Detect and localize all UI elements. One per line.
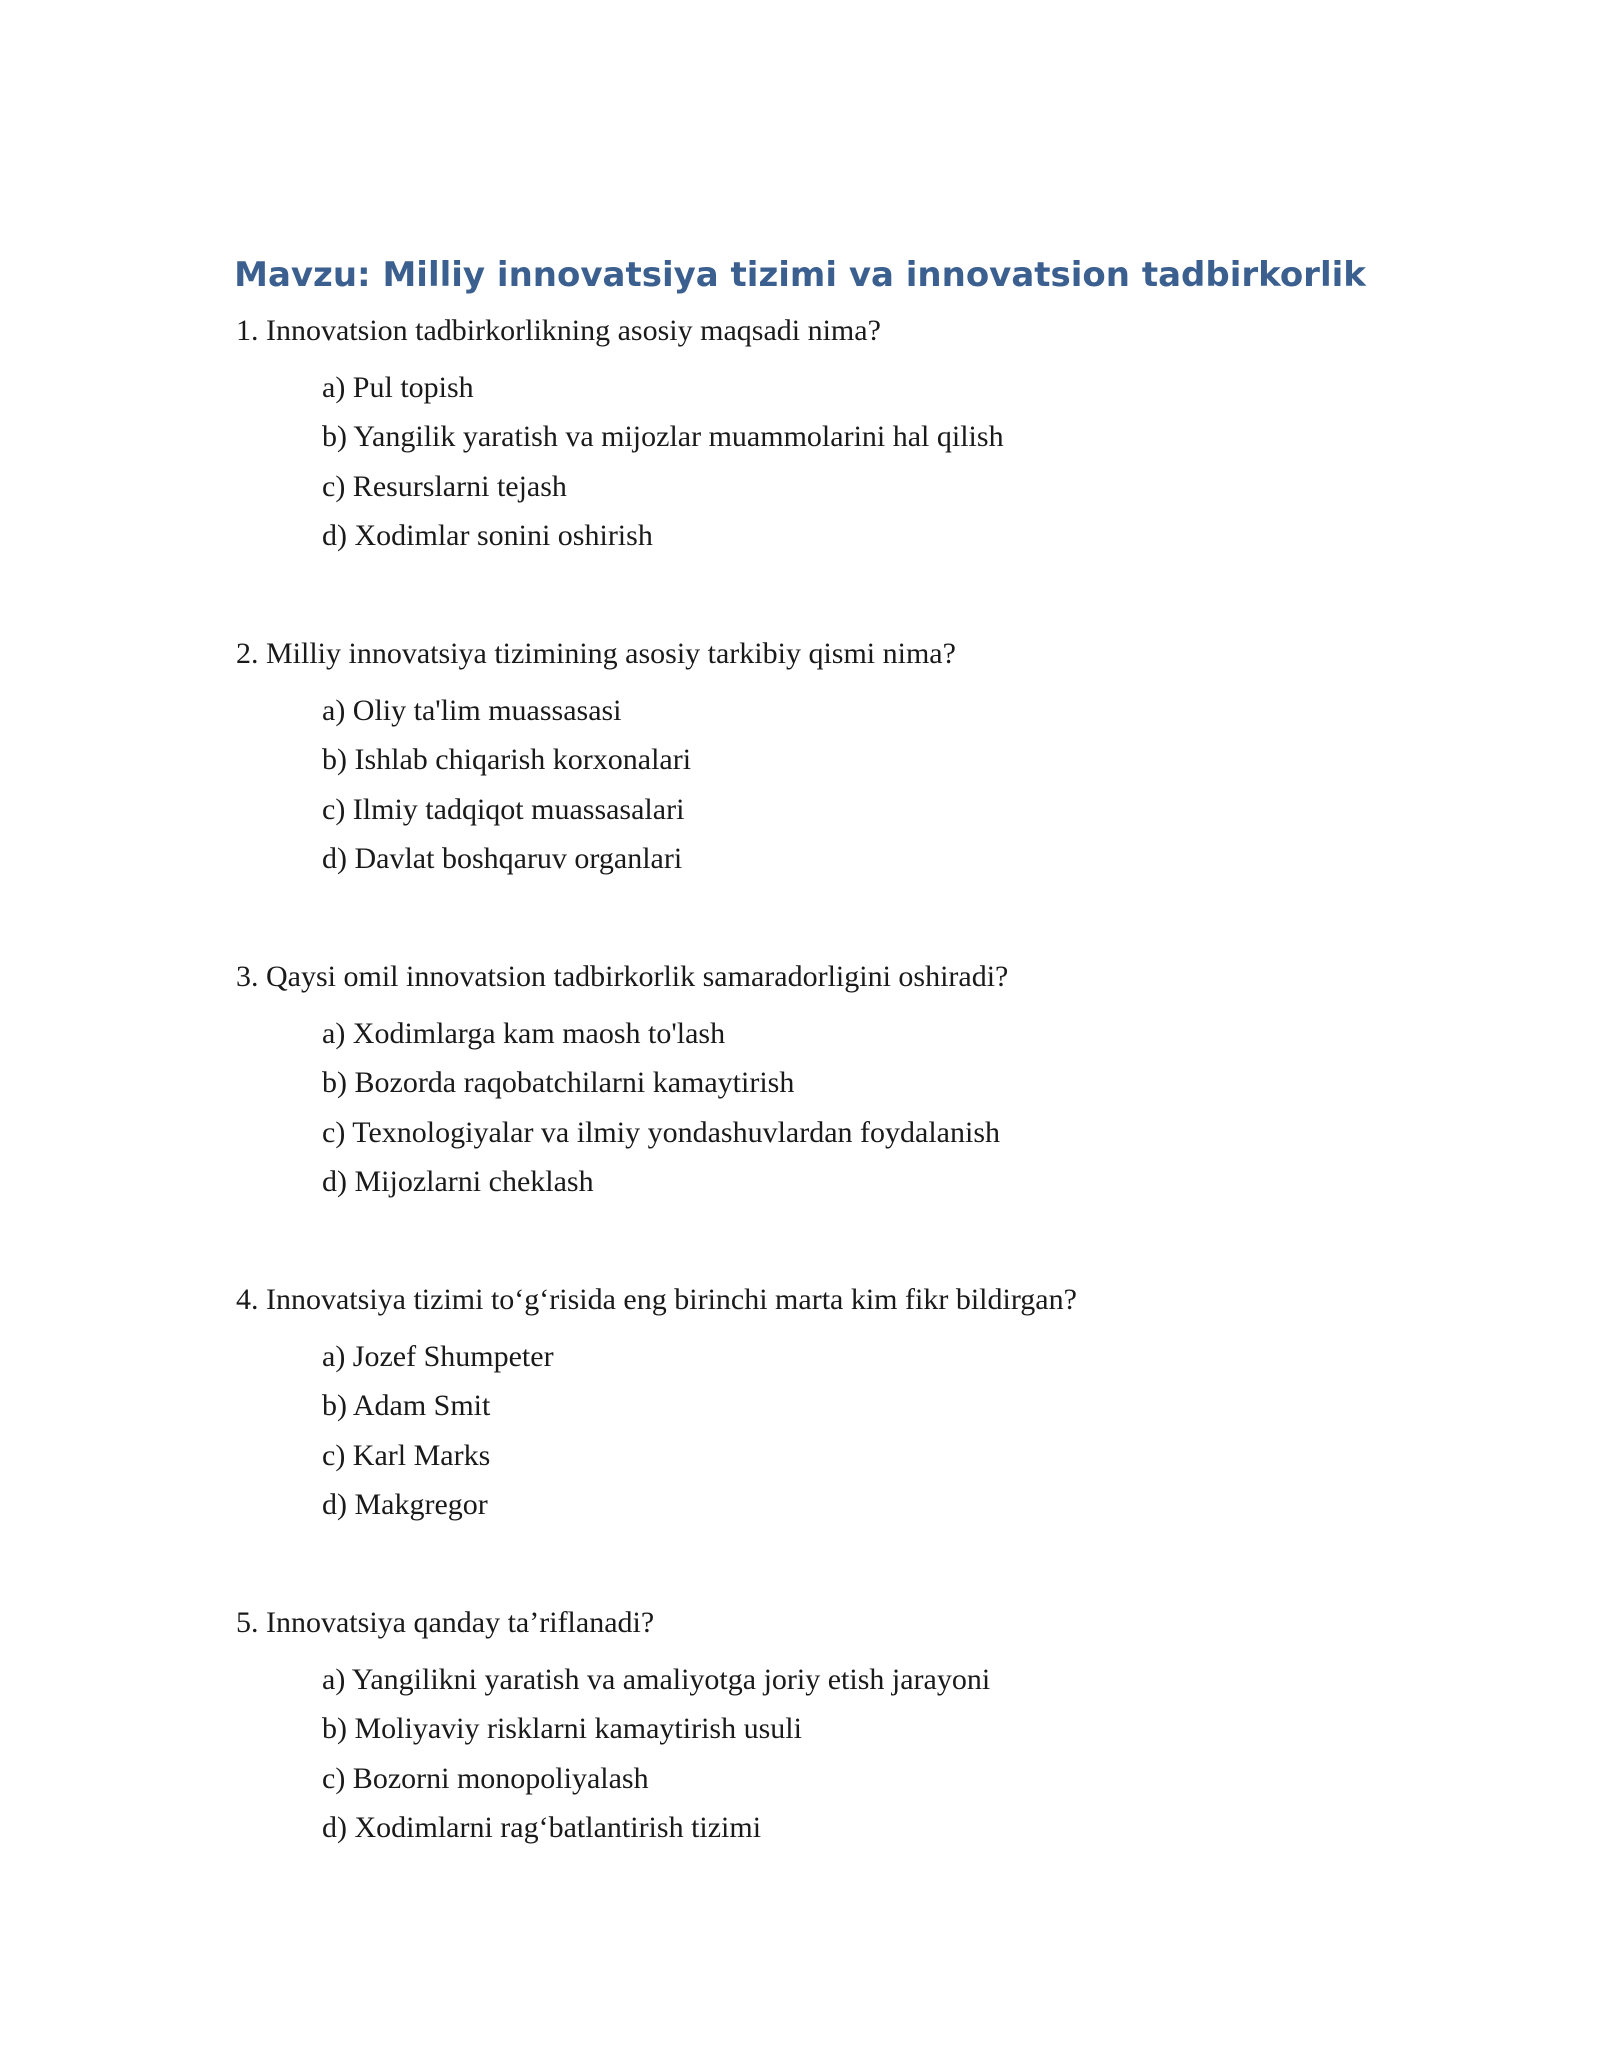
question-2: 2. Milliy innovatsiya tizimining asosiy tarkibiy qismi nima? (236, 637, 956, 670)
question-5: 5. Innovatsiya qanday ta’riflanadi? (236, 1606, 655, 1639)
question-5-option-b: b) Moliyaviy risklarni kamaytirish usuli (322, 1712, 802, 1745)
question-4-option-a: a) Jozef Shumpeter (322, 1340, 554, 1373)
question-3-option-d: d) Mijozlarni cheklash (322, 1165, 594, 1198)
question-2-option-b: b) Ishlab chiqarish korxonalari (322, 743, 692, 776)
question-3-option-a: a) Xodimlarga kam maosh to'lash (322, 1017, 726, 1050)
question-3-option-c: c) Texnologiyalar va ilmiy yondashuvlardan foydalanish (322, 1116, 1001, 1149)
question-4-option-c: c) Karl Marks (322, 1439, 491, 1472)
question-1: 1. Innovatsion tadbirkorlikning asosiy maqsadi nima? (236, 314, 881, 347)
question-3: 3. Qaysi omil innovatsion tadbirkorlik samaradorligini oshiradi? (236, 960, 1009, 993)
document-title: Mavzu: Milliy innovatsiya tizimi va innovatsion tadbirkorlik (234, 255, 1366, 295)
question-5-option-c: c) Bozorni monopoliyalash (322, 1762, 649, 1795)
question-4: 4. Innovatsiya tizimi to‘g‘risida eng birinchi marta kim fikr bildirgan? (236, 1283, 1077, 1316)
question-2-option-a: a) Oliy ta'lim muassasasi (322, 694, 622, 727)
question-3-option-b: b) Bozorda raqobatchilarni kamaytirish (322, 1066, 795, 1099)
question-1-option-c: c) Resurslarni tejash (322, 470, 567, 503)
question-1-option-d: d) Xodimlar sonini oshirish (322, 519, 653, 552)
question-5-option-d: d) Xodimlarni rag‘batlantirish tizimi (322, 1811, 762, 1844)
question-2-option-d: d) Davlat boshqaruv organlari (322, 842, 683, 875)
question-2-option-c: c) Ilmiy tadqiqot muassasalari (322, 793, 685, 826)
question-4-option-b: b) Adam Smit (322, 1389, 491, 1422)
question-5-option-a: a) Yangilikni yaratish va amaliyotga joriy etish jarayoni (322, 1663, 991, 1696)
question-1-option-a: a) Pul topish (322, 371, 474, 404)
question-1-option-b: b) Yangilik yaratish va mijozlar muammolarini hal qilish (322, 420, 1004, 453)
question-4-option-d: d) Makgregor (322, 1488, 488, 1521)
